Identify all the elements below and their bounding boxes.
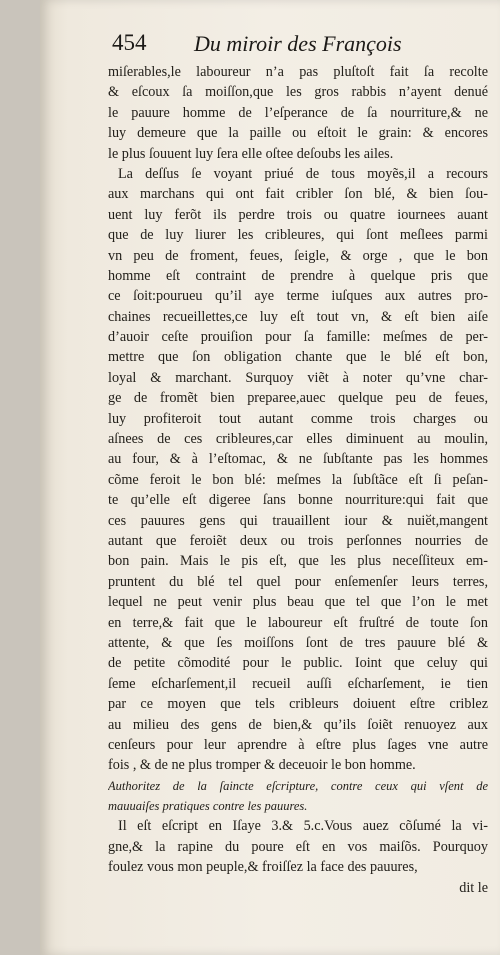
text-line: te qu’elle eſt digeree ſans bonne nourriture:qui fait que [108,492,488,509]
text-line: attente, & que ſes moiſſons ſont de tres pauure blé & [108,634,488,651]
text-line: cõme feroit le bon blé: meſmes la ſubſtãce eſt ſi peſan- [108,471,488,488]
text-line: homme eſt contraint de prendre à quelque pris que [108,267,488,284]
text-line: miſerables,le laboureur n’a pas pluſtoſt fait ſa recolte [108,64,488,80]
text-line: ge de fromẽt bien preparee,auec quelque peu de feues, [108,390,488,407]
text-line: de petite cõmodité pour le public. Ioint que celuy qui [108,655,488,672]
text-line: lequel ne peut venir plus beau que tel que l’on le met [108,594,488,611]
text-line: aux marchans qui ont fait cribler ſon blé, & bien ſou- [108,186,488,203]
text-line: luy demeure que la paille ou eſtoit le grain: & encores [108,125,488,142]
page-header [112,30,492,60]
text-line: par ce moyen que tels cribleurs doiuent eſtre criblez [108,696,488,713]
text-line: d’auoir ceſte prouiſion pour ſa famille: meſmes de per- [108,329,488,346]
section-heading-line: mauuaiſes pratiques contre les pauures. [108,799,308,814]
text-line: vn peu de froment, feues, ſeigle, & orge , que le bon [108,247,488,264]
running-title: Du miroir des François [194,31,402,56]
section-heading-line: Authoritez de la ſaincte eſcripture, contre ceux qui vſent de [108,778,488,793]
text-line: le plus ſouuent luy ſera elle oſtee deſoubs les ailes. [108,145,394,162]
text-line: autant que feroiẽt deux ou trois perſonnes nourries de [108,532,488,549]
text-line: mettre que ſon obligation chante que le blé eſt bon, [108,349,488,366]
text-line: ces pauures gens qui trauaillent iour & nuiӗt,mangent [108,512,488,529]
text-line: fois , & de ne plus tromper & deceuoir le bon homme. [108,757,416,774]
text-line: foulez vous mon peuple,& froiſſez la face des pauures, [108,859,418,876]
text-line: uent luy ferõt ils perdre trois ou quatre iournees auant [108,206,488,223]
text-line: le pauure homme de l’eſperance de ſa nourriture,& ne [108,104,488,121]
text-line: bon pain. Mais le pis eſt, que les plus neceſſiteux em- [108,553,488,570]
text-line: gne,& la rapine du poure eſt en vos maiſõs. Pourquoy [108,838,488,855]
text-line: cenſeurs pour leur aprendre à eſtre plus ſages vne autre [108,736,488,753]
catchword: dit le [459,879,488,896]
text-line: au four, & à l’eſtomac, & ne ſubſtante pas les hommes [108,451,488,468]
text-line: La deſſus ſe voyant priué de tous moyẽs,il a recours [118,165,488,182]
text-line: pruntent du blé tel quel pour enſemenſer leurs terres, [108,573,488,590]
text-line: chaines recueillettes,ce luy eſt tout vn, & eſt bien aiſe [108,308,488,325]
text-line: loyal & marchant. Surquoy viẽt à noter qu’vne char- [108,369,488,386]
text-line: en terre,& fait que le laboureur eſt fruſtré de toute ſon [108,614,488,631]
text-line: que de luy liurer les cribleures, qui ſont meſlees parmi [108,227,488,244]
text-line: luy profiteroit tout autant comme trois charges ou [108,410,488,427]
text-line: Il eſt eſcript en Iſaye 3.& 5.c.Vous auez cõſumé la vi- [118,818,488,835]
text-line: aſnees de ces cribleures,car elles diminuent au moulin, [108,431,488,448]
text-line: au milieu des gens de bien,& qu’ils ſoiẽt renuoyez aux [108,716,488,733]
page-number: 454 [112,30,147,55]
text-line: ce ſoit:pourueu qu’il aye terme iuſques aux autres pro- [108,288,488,305]
text-line: & eſcoux ſa moiſſon,que les gros rabbis n’ayent denué [108,84,488,101]
text-line: ſeme eſcharſement,il recueil auſſi eſcharſement, ie tien [108,675,488,692]
body-text [108,62,488,898]
